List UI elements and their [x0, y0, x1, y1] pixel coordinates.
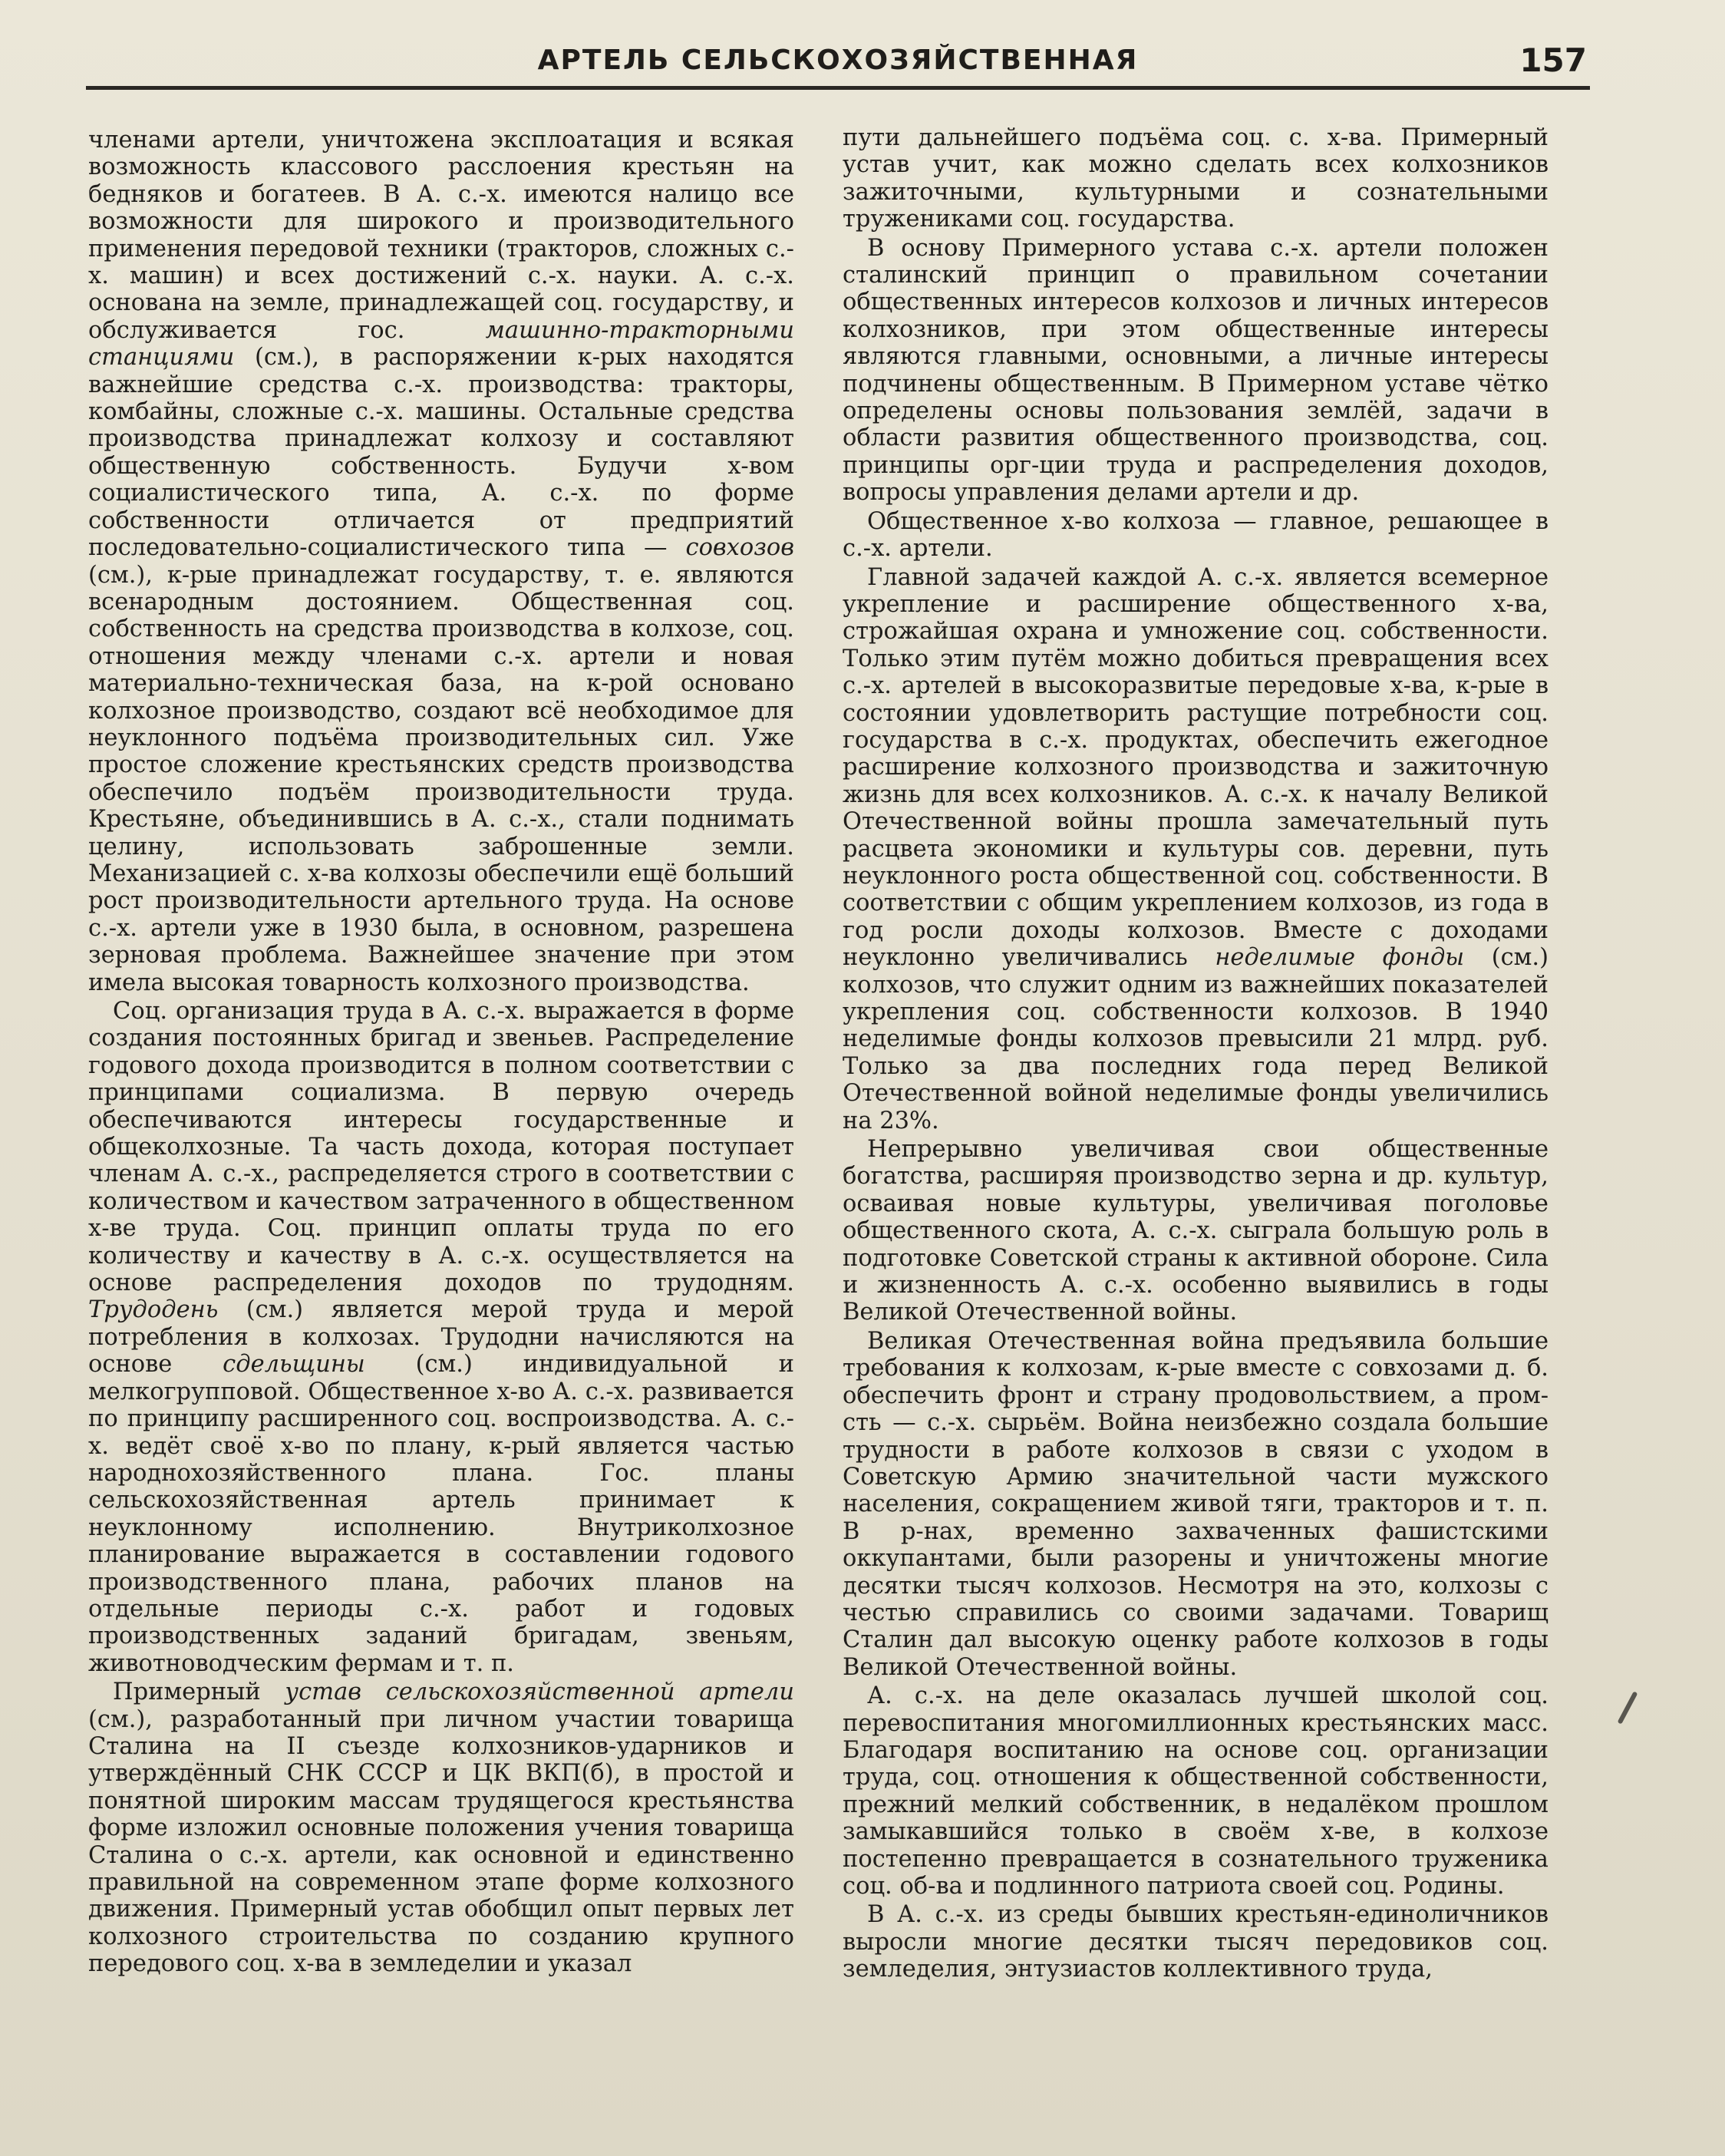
- page-header: [86, 40, 1590, 90]
- left-column: [88, 127, 794, 1978]
- right-paragraph-7: А. с.-х. на деле оказалась лучшей школой соц. перевоспитания многомиллионных крестьянских масс. Благодаря воспитанию на основе соц. организации труда, соц. отношения к общественной собственности, прежний мелкий собственник, в недалёком прошлом замыкавшийся только в своём х-ве, в колхозе постепенно превращается в сознательного труженика соц. об-ва и подлинного патриота своей соц. Родины.: [843, 1682, 1549, 1900]
- right-column: [843, 124, 1549, 1983]
- right-paragraph-5: Непрерывно увеличивая свои общественные богатства, расширяя производство зерна и др. культур, осваивая новые культуры, увеличивая поголовье общественного скота, А. с.-х. сыграла большую роль в подготовке Советской страны к активной обороне. Сила и жизненность А. с.-х. особенно выявились в годы Великой Отечественной войны.: [843, 1136, 1549, 1326]
- left-paragraph-2: Соц. организация труда в А. с.-х. выражается в форме создания постоянных бригад и звеньев. Распределение годового дохода производится в полном соответствии с принципами социализма. В первую очередь обеспечиваются интересы государственные и общеколхозные. Та часть дохода, которая поступает членам А. с.-х., распределяется строго в соответствии с количеством и качеством затраченного в общественном х-ве труда. Соц. принцип оплаты труда по его количеству и качеству в А. с.-х. осуществляется на основе распределения доходов по трудодням. Трудодень (см.) является мерой труда и мерой потребления в колхозах. Трудодни начисляются на основе сдельщины (см.) индивидуальной и мелкогрупповой. Общественное х-во А. с.-х. развивается по принципу расширенного соц. воспроизводства. А. с.-х. ведёт своё х-во по плану, к-рый является частью народнохозяйственного плана. Гос. планы сельскохозяйственная артель принимает к неуклонному исполнению. Внутриколхозное планирование выражается в составлении годового производственного плана, рабочих планов на отдельные периоды с.-х. работ и годовых производственных заданий бригадам, звеньям, животноводческим фермам и т. п.: [88, 998, 794, 1677]
- page-number: 157: [1519, 41, 1587, 79]
- running-head: АРТЕЛЬ СЕЛЬСКОХОЗЯЙСТВЕННАЯ: [537, 45, 1139, 76]
- pencil-mark: [1618, 1691, 1638, 1724]
- right-paragraph-3: Общественное х-во колхоза — главное, решающее в с.-х. артели.: [843, 507, 1549, 563]
- right-paragraph-2: В основу Примерного устава с.-х. артели положен сталинский принцип о правильном сочетании общественных интересов колхозов и личных интересов колхозников, при этом общественные интересы являются главными, основными, а личные интересы подчинены общественным. В Примерном уставе чётко определены основы пользования землёй, задачи в области развития общественного производства, соц. принципы орг-ции труда и распределения доходов, вопросы управления делами артели и др.: [843, 234, 1549, 507]
- left-paragraph-1: членами артели, уничтожена эксплоатация и всякая возможность классового расслоения крестьян на бедняков и богатеев. В А. с.-х. имеются налицо все возможности для широкого и производительного применения передовой техники (тракторов, сложных с.-х. машин) и всех достижений с.-х. науки. А. с.-х. основана на земле, принадлежащей соц. государству, и обслуживается гос. машинно-тракторными станциями (см.), в распоряжении к-рых находятся важнейшие средства с.-х. производства: тракторы, комбайны, сложные с.-х. машины. Остальные средства производства принадлежат колхозу и составляют общественную собственность. Будучи х-вом социалистического типа, А. с.-х. по форме собственности отличается от предприятий последовательно-социалистического типа — совхозов (см.), к-рые принадлежат государству, т. е. являются всенародным достоянием. Общественная соц. собственность на средства производства в колхозе, соц. отношения между членами с.-х. артели и новая материально-техническая база, на к-рой основано колхозное производство, создают всё необходимое для неуклонного подъёма производительных сил. Уже простое сложение крестьянских средств производства обеспечило подъём производительности труда. Крестьяне, объединившись в А. с.-х., стали поднимать целину, использовать заброшенные земли. Механизацией с. х-ва колхозы обеспечили ещё больший рост производительности артельного труда. На основе с.-х. артели уже в 1930 была, в основном, разрешена зерновая проблема. Важнейшее значение при этом имела высокая товарность колхозного производства.: [88, 127, 794, 996]
- right-paragraph-4: Главной задачей каждой А. с.-х. является всемерное укрепление и расширение общественного х-ва, строжайшая охрана и умножение соц. собственности. Только этим путём можно добиться превращения всех с.-х. артелей в высокоразвитые передовые х-ва, к-рые в состоянии удовлетворить растущие потребности соц. государства в с.-х. продуктах, обеспечить ежегодное расширение колхозного производства и зажиточную жизнь для всех колхозников. А. с.-х. к началу Великой Отечественной войны прошла замечательный путь расцвета экономики и культуры сов. деревни, путь неуклонного роста общественной соц. собственности. В соответствии с общим укреплением колхозов, из года в год росли доходы колхозов. Вместе с доходами неуклонно увеличивались неделимые фонды (см.) колхозов, что служит одним из важнейших показателей укрепления соц. собственности колхозов. В 1940 неделимые фонды колхозов превысили 21 млрд. руб. Только за два последних года перед Великой Отечественной войной неделимые фонды увеличились на 23%.: [843, 563, 1549, 1134]
- right-paragraph-8: В А. с.-х. из среды бывших крестьян-единоличников выросли многие десятки тысяч передовиков соц. земледелия, энтузиастов коллективного труда,: [843, 1901, 1549, 1983]
- term-link: совхозов: [685, 534, 794, 562]
- term-link: машинно-тракторными станциями: [88, 316, 794, 371]
- left-paragraph-3: Примерный устав сельскохозяйственной артели (см.), разработанный при личном участии товарища Сталина на II съезде колхозников-ударников и утверждённый СНК СССР и ЦК ВКП(б), в простой и понятной широким массам трудящегося крестьянства форме изложил основные положения учения товарища Сталина о с.-х. артели, как основной и единственно правильной на современном этапе форме колхозного движения. Примерный устав обобщил опыт первых лет колхозного строительства по созданию крупного передового соц. х-ва в земледелии и указал: [88, 1679, 794, 1978]
- right-paragraph-6: Великая Отечественная война предъявила большие требования к колхозам, к-рые вместе с совхозами д. б. обеспечить фронт и страну продовольствием, а пром-сть — с.-х. сырьём. Война неизбежно создала большие трудности в работе колхозов в связи с уходом в Советскую Армию значительной части мужского населения, сокращением живой тяги, тракторов и т. п. В р-нах, временно захваченных фашистскими оккупантами, были разорены и уничтожены многие десятки тысяч колхозов. Несмотря на это, колхозы с честью справились со своими задачами. Товарищ Сталин дал высокую оценку работе колхозов в годы Великой Отечественной войны.: [843, 1327, 1549, 1681]
- right-paragraph-1: пути дальнейшего подъёма соц. с. х-ва. Примерный устав учит, как можно сделать всех колхозников зажиточными, культурными и сознательными тружениками соц. государства.: [843, 124, 1549, 233]
- term-link: Трудодень: [88, 1296, 219, 1324]
- term-link: устав сельскохозяйственной артели: [285, 1679, 794, 1706]
- term-link: сдельщины: [223, 1351, 365, 1378]
- term-link: неделимые фонды: [1215, 944, 1465, 972]
